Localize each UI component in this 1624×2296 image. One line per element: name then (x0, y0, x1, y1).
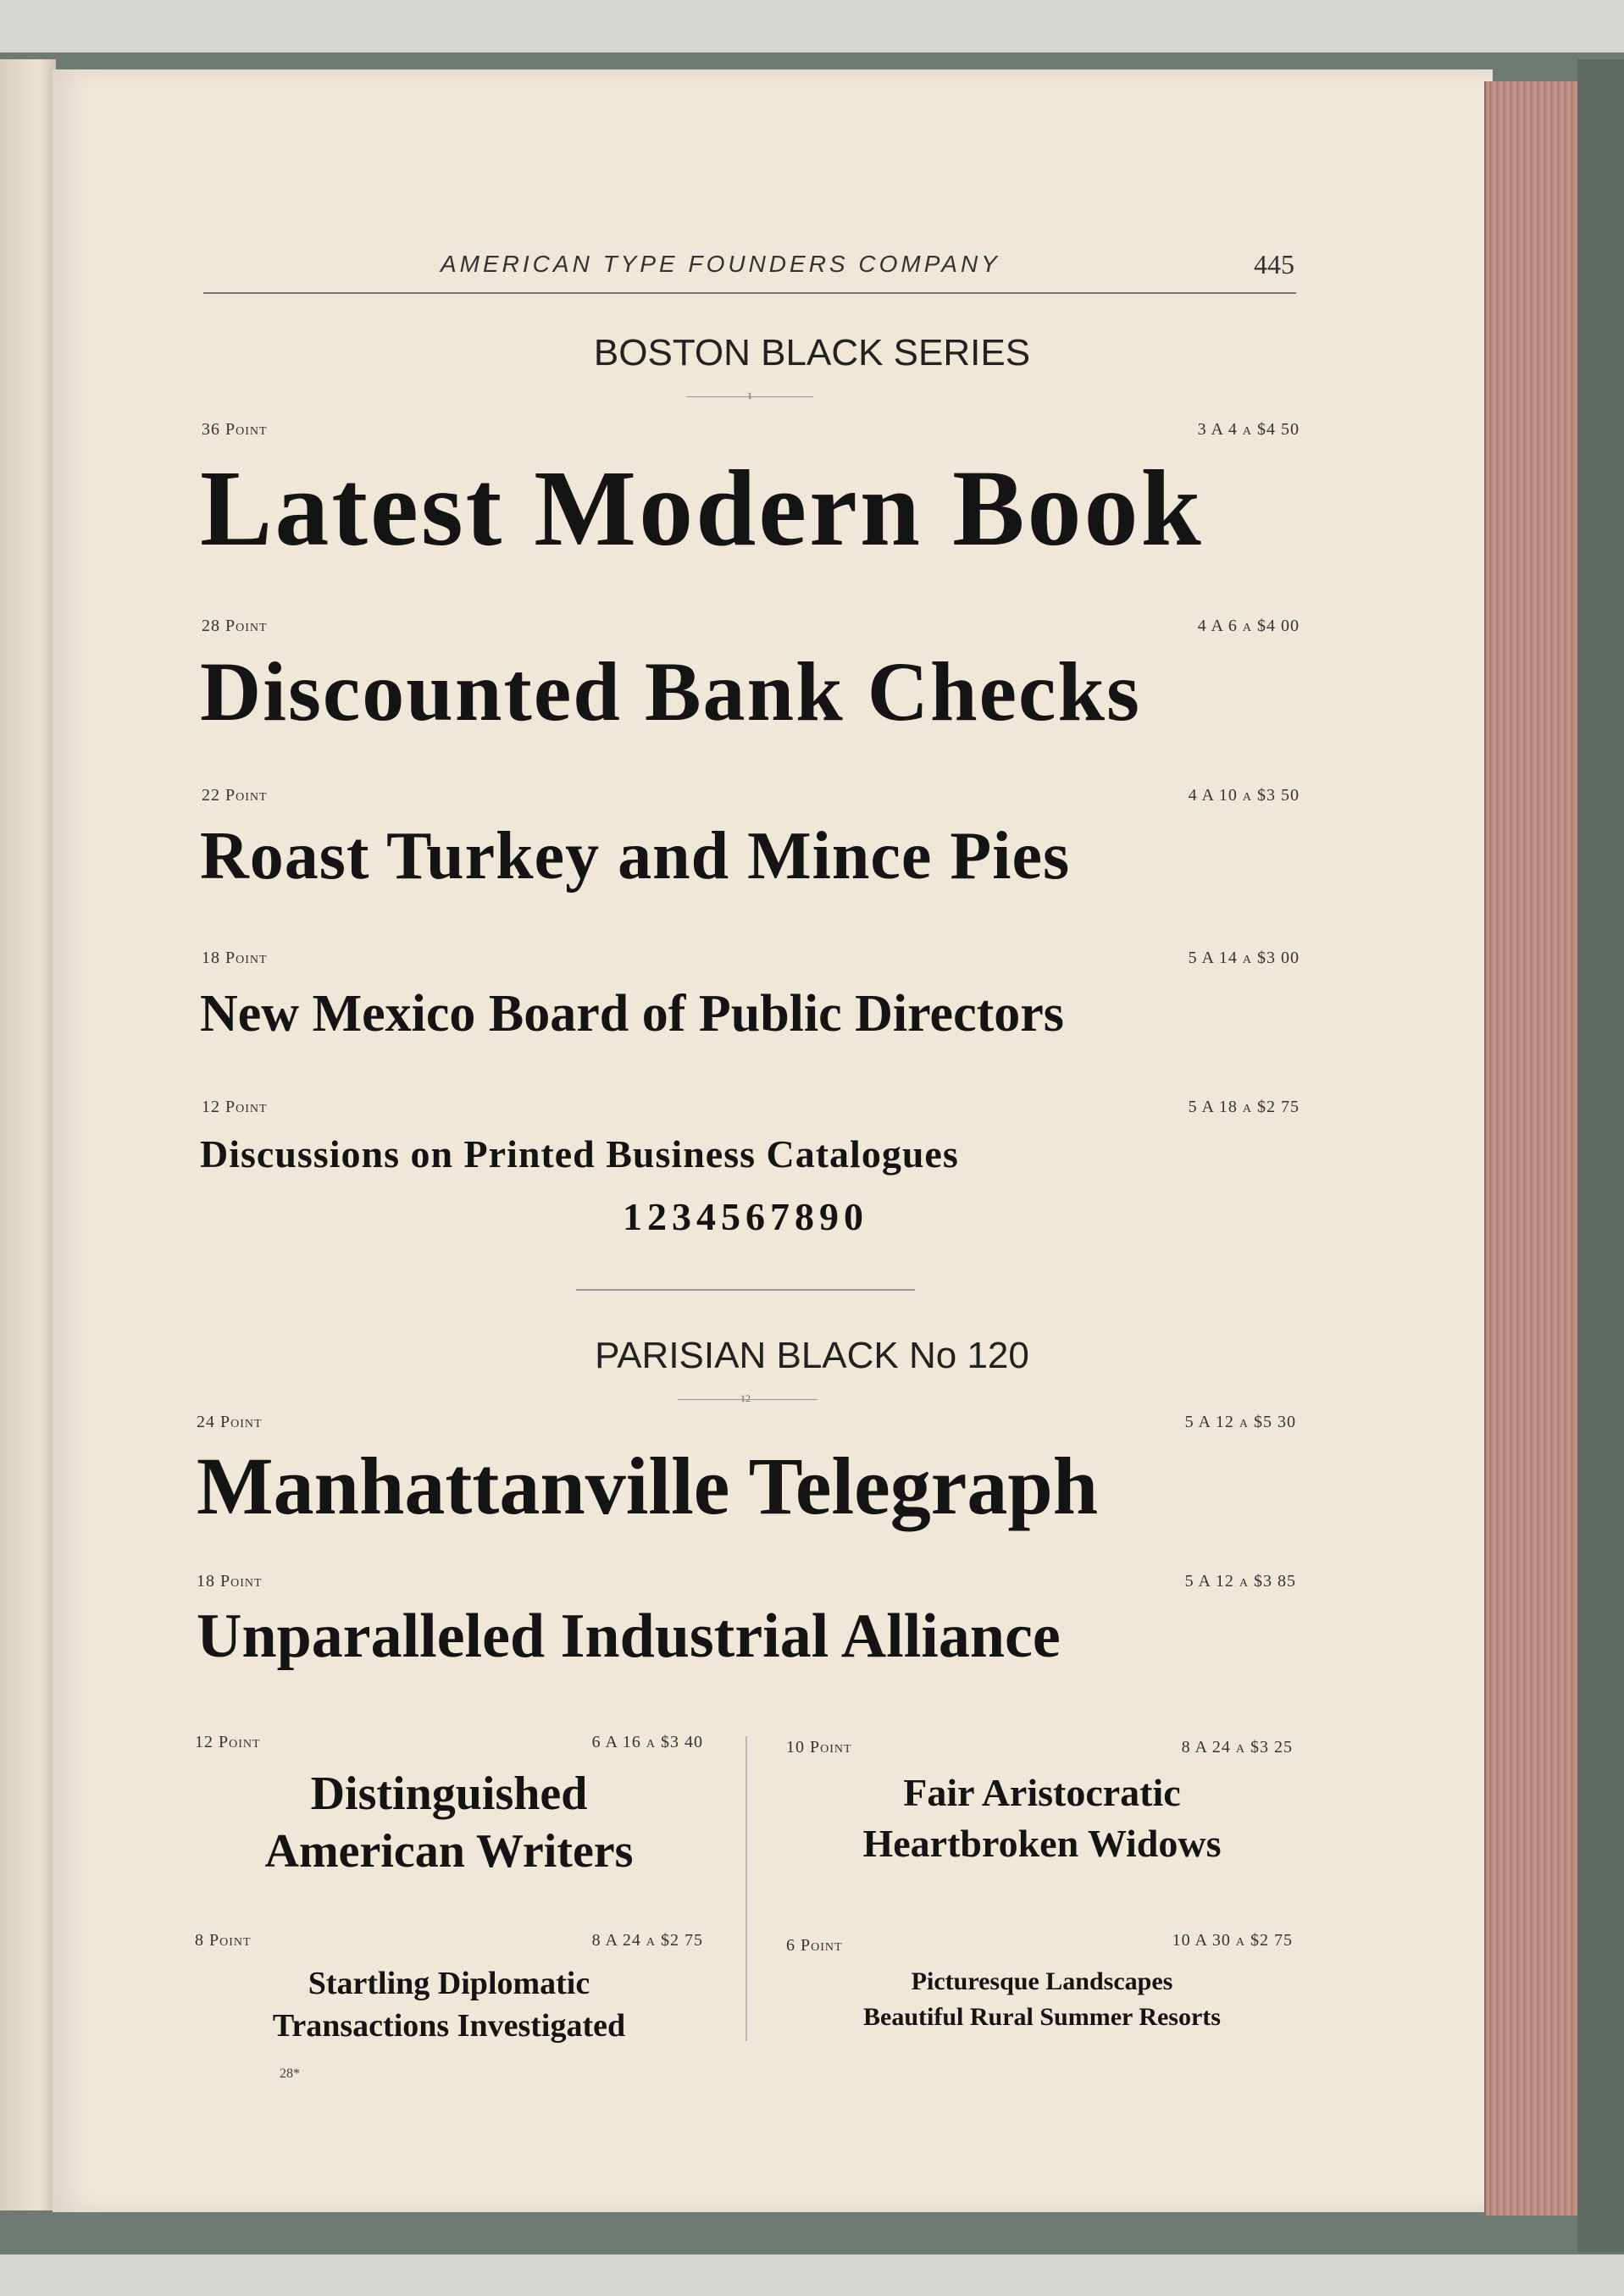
spec-size: 36 Point (202, 420, 268, 439)
spec-price: 8 A 24 a $2 75 (591, 1931, 703, 1950)
page-edges (1484, 81, 1579, 2216)
specimen-6pt-line2: Beautiful Rural Summer Resorts (863, 2003, 1221, 2031)
header-rule (203, 292, 1296, 294)
section-divider (576, 1289, 915, 1291)
spec-price: 4 A 10 a $3 50 (1188, 786, 1300, 805)
boston-series-title: BOSTON BLACK SERIES (593, 332, 1031, 373)
left-page-edge (0, 59, 56, 2210)
specimen-numerals: 1234567890 (623, 1195, 868, 1238)
specimen-8pt-line1: Startling Diplomatic (308, 1966, 590, 2001)
page-number: 445 (1254, 249, 1294, 279)
specimen-12pt-line2: American Writers (264, 1825, 634, 1878)
spec-size: 18 Point (202, 949, 268, 967)
spec-price: 10 A 30 a $2 75 (1172, 1931, 1293, 1950)
specimen-18pt: New Mexico Board of Public Directors (200, 985, 1064, 1043)
spec-size: 8 Point (195, 1931, 252, 1950)
spec-price: 6 A 16 a $3 40 (591, 1733, 703, 1751)
spec-price: 5 A 18 a $2 75 (1188, 1098, 1300, 1116)
column-divider (745, 1736, 747, 2041)
specimen-8pt-line2: Transactions Investigated (272, 2008, 626, 2044)
specimen-6pt-line1: Picturesque Landscapes (911, 1967, 1173, 1995)
spec-size: 28 Point (202, 617, 268, 635)
specimen-12pt: Discussions on Printed Business Catalogues (200, 1132, 959, 1176)
spec-price: 4 A 6 a $4 00 (1197, 617, 1300, 635)
spec-size: 12 Point (195, 1733, 261, 1751)
spec-price: 5 A 14 a $3 00 (1188, 949, 1300, 967)
spec-size: 18 Point (197, 1572, 263, 1591)
spec-price: 3 A 4 a $4 50 (1197, 420, 1300, 439)
specimen-24pt: Manhattanville Telegraph (197, 1441, 1099, 1531)
spec-size: 22 Point (202, 786, 268, 805)
specimen-18pt-parisian: Unparalleled Industrial Alliance (197, 1602, 1061, 1671)
cover-edge (1577, 59, 1624, 2253)
spec-price: 8 A 24 a $3 25 (1181, 1738, 1293, 1757)
ornament-number: 12 (740, 1392, 751, 1404)
spec-size: 6 Point (786, 1936, 843, 1955)
specimen-10pt-line2: Heartbroken Widows (862, 1822, 1222, 1865)
signature-mark: 28* (280, 2066, 300, 2081)
spec-size: 12 Point (202, 1098, 268, 1116)
spec-price: 5 A 12 a $3 85 (1184, 1572, 1296, 1591)
specimen-10pt-line1: Fair Aristocratic (903, 1771, 1181, 1814)
running-head: AMERICAN TYPE FOUNDERS COMPANY (441, 251, 1000, 277)
spec-size: 24 Point (197, 1413, 263, 1431)
spec-price: 5 A 12 a $5 30 (1184, 1413, 1296, 1431)
specimen-12pt-line1: Distinguished (310, 1768, 588, 1820)
specimen-36pt: Latest Modern Book (200, 448, 1204, 568)
specimen-22pt: Roast Turkey and Mince Pies (200, 819, 1071, 894)
parisian-series-title: PARISIAN BLACK No 120 (595, 1335, 1029, 1376)
spec-size: 10 Point (786, 1738, 852, 1757)
specimen-28pt: Discounted Bank Checks (200, 645, 1141, 739)
ornament-number: 1 (747, 390, 752, 401)
